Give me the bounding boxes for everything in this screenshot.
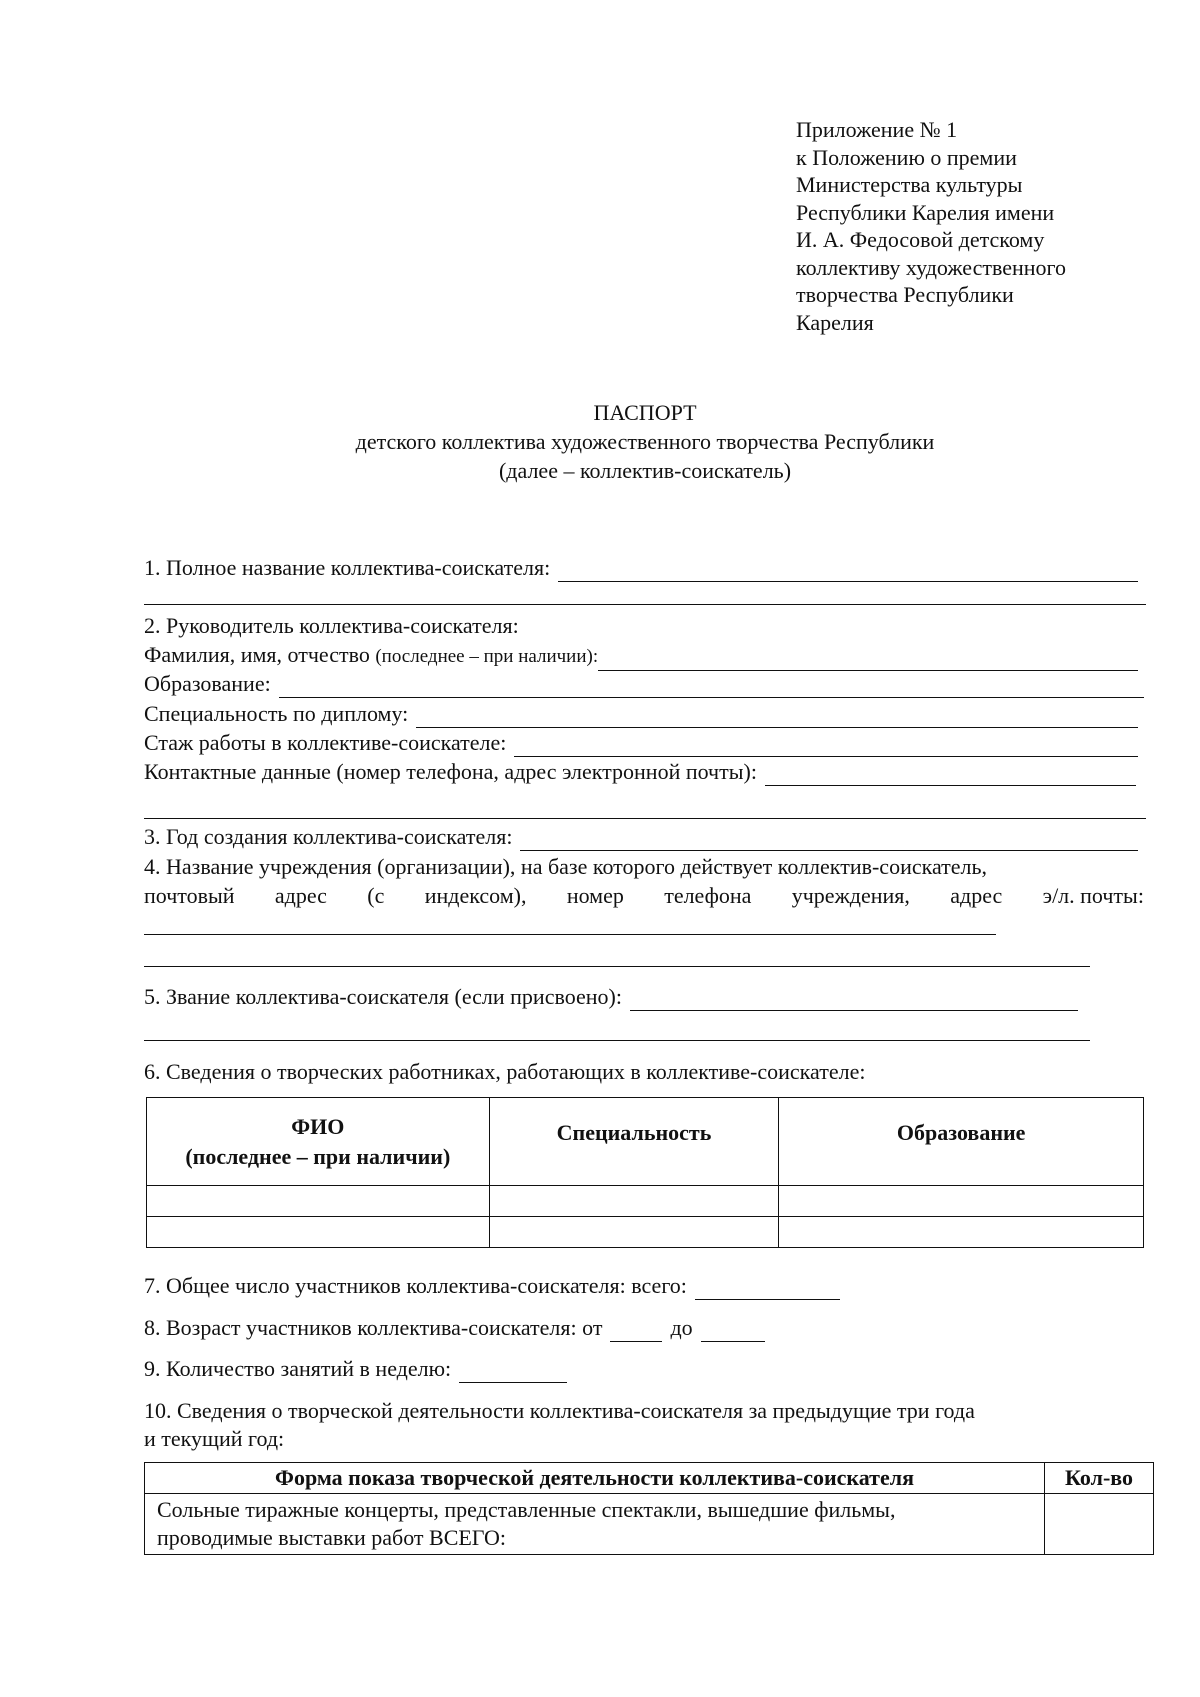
appendix-line: И. А. Федосовой детскому — [796, 227, 1045, 252]
column-header-fio-line1: ФИО — [291, 1113, 345, 1139]
table-row — [145, 1494, 1154, 1555]
appendix-line: к Положению о премии — [796, 144, 1017, 170]
appendix-line: Республики Карелия имени — [796, 199, 1055, 225]
leader-contacts-blank-continued[interactable] — [144, 818, 1146, 819]
field-label-word: адрес — [950, 883, 1003, 908]
activity-form-line1: Сольные тиражные концерты, представленные спектакли, вышедшие фильмы, — [157, 1497, 896, 1522]
full-name-blank[interactable] — [558, 559, 1138, 582]
column-header-education: Образование — [779, 1098, 1144, 1186]
leader-name-blank[interactable] — [598, 648, 1138, 671]
field-leader-contacts — [144, 758, 1136, 786]
field-label: 10. Сведения о творческой деятельности коллектива-соискателя за предыдущие три года — [144, 1398, 975, 1423]
column-header-count: Кол-во — [1045, 1463, 1154, 1494]
age-from-blank[interactable] — [610, 1319, 662, 1342]
field-label-word: почтовый — [144, 883, 235, 908]
field-leader-specialty — [144, 700, 1138, 728]
field-leader-education — [144, 670, 1144, 698]
column-header-fio — [147, 1098, 490, 1186]
table-cell[interactable] — [489, 1217, 779, 1248]
table-cell[interactable] — [779, 1217, 1144, 1248]
field-label-word: э/л. почты: — [1042, 883, 1144, 908]
field-full-name — [144, 554, 1138, 582]
field-label: 8. Возраст участников коллектива-соискателя: от — [144, 1315, 603, 1340]
field-activity-info-line2 — [144, 1425, 1144, 1453]
field-label-word: (с — [367, 883, 385, 908]
full-name-blank-continued[interactable] — [144, 604, 1146, 605]
activity-form-cell — [145, 1494, 1045, 1555]
title-rank-blank[interactable] — [630, 988, 1078, 1011]
activity-table — [144, 1462, 1154, 1555]
table-cell[interactable] — [147, 1217, 490, 1248]
column-header-activity-form: Форма показа творческой деятельности коллектива-соискателя — [145, 1463, 1045, 1494]
field-leader-experience — [144, 729, 1138, 757]
field-institution — [144, 853, 1144, 881]
field-label: Специальность по диплому: — [144, 701, 409, 726]
appendix-line: Карелия — [796, 309, 874, 335]
classes-per-week-blank[interactable] — [459, 1360, 567, 1383]
table-row — [147, 1217, 1144, 1248]
institution-blank-continued[interactable] — [144, 966, 1090, 967]
field-label: Контактные данные (номер телефона, адрес электронной почты): — [144, 759, 757, 784]
field-label: до — [670, 1315, 693, 1340]
appendix-note — [796, 116, 1156, 336]
document-subtitle-note: (далее – коллектив-соискатель) — [498, 458, 792, 483]
field-label: и текущий год: — [144, 1426, 285, 1451]
leader-education-blank[interactable] — [279, 675, 1144, 698]
table-header-row — [145, 1463, 1154, 1494]
table-cell[interactable] — [779, 1186, 1144, 1217]
field-institution-line2 — [144, 882, 1144, 910]
leader-contacts-blank[interactable] — [765, 763, 1136, 786]
participants-total-blank[interactable] — [695, 1277, 840, 1300]
field-label: 6. Сведения о творческих работниках, работающих в коллективе-соискателе: — [144, 1059, 866, 1084]
field-label: 9. Количество занятий в неделю: — [144, 1356, 452, 1381]
appendix-line: творчества Республики — [796, 282, 1014, 307]
appendix-line: коллективу художественного — [796, 254, 1066, 280]
field-label: 2. Руководитель коллектива-соискателя: — [144, 613, 519, 638]
field-founded-year — [144, 823, 1138, 851]
field-label-word: номер — [566, 883, 624, 908]
field-label: Образование: — [144, 671, 271, 696]
document-subtitle: детского коллектива художественного творчества Республики — [355, 429, 935, 454]
field-staff-info — [144, 1058, 1144, 1086]
staff-table — [146, 1097, 1144, 1248]
column-header-fio-line2: (последнее – при наличии) — [185, 1143, 451, 1169]
table-row — [147, 1186, 1144, 1217]
field-participants-total — [144, 1272, 1144, 1300]
field-label: 5. Звание коллектива-соискателя (если присвоено): — [144, 984, 622, 1009]
field-label — [144, 641, 598, 671]
leader-specialty-blank[interactable] — [416, 705, 1138, 728]
field-leader-heading — [144, 612, 1144, 640]
founded-year-blank[interactable] — [520, 828, 1138, 851]
field-label-word: учреждения, — [791, 883, 910, 908]
leader-experience-blank[interactable] — [514, 734, 1138, 757]
field-participants-age — [144, 1314, 1144, 1342]
field-label-word: индексом), — [424, 883, 527, 908]
document-title: ПАСПОРТ — [593, 400, 697, 425]
field-label: 7. Общее число участников коллектива-соискателя: всего: — [144, 1273, 687, 1298]
field-activity-info — [144, 1397, 1144, 1425]
field-classes-per-week — [144, 1355, 1144, 1383]
count-cell[interactable] — [1045, 1494, 1154, 1555]
column-header-specialty: Специальность — [489, 1098, 779, 1186]
age-to-blank[interactable] — [701, 1319, 765, 1342]
field-label: 3. Год создания коллектива-соискателя: — [144, 824, 513, 849]
field-label: 1. Полное название коллектива-соискателя: — [144, 555, 551, 580]
field-title-rank — [144, 983, 1078, 1011]
institution-blank[interactable] — [144, 934, 996, 935]
leader-name-label: Фамилия, имя, отчество — [144, 642, 370, 667]
field-label-word: адрес — [274, 883, 327, 908]
field-label: 4. Название учреждения (организации), на базе которого действует коллектив-соискатель, — [144, 854, 988, 879]
appendix-line: Приложение № 1 — [796, 117, 958, 142]
appendix-line: Министерства культуры — [796, 172, 1023, 197]
title-rank-blank-continued[interactable] — [144, 1040, 1090, 1041]
leader-name-note: (последнее – при наличии): — [375, 646, 599, 667]
field-leader-name — [144, 641, 1138, 671]
table-cell[interactable] — [489, 1186, 779, 1217]
table-header-row — [147, 1098, 1144, 1186]
table-cell[interactable] — [147, 1186, 490, 1217]
field-label: Стаж работы в коллективе-соискателе: — [144, 730, 507, 755]
field-label-word: телефона — [664, 883, 752, 908]
activity-form-line2: проводимые выставки работ ВСЕГО: — [157, 1525, 506, 1550]
